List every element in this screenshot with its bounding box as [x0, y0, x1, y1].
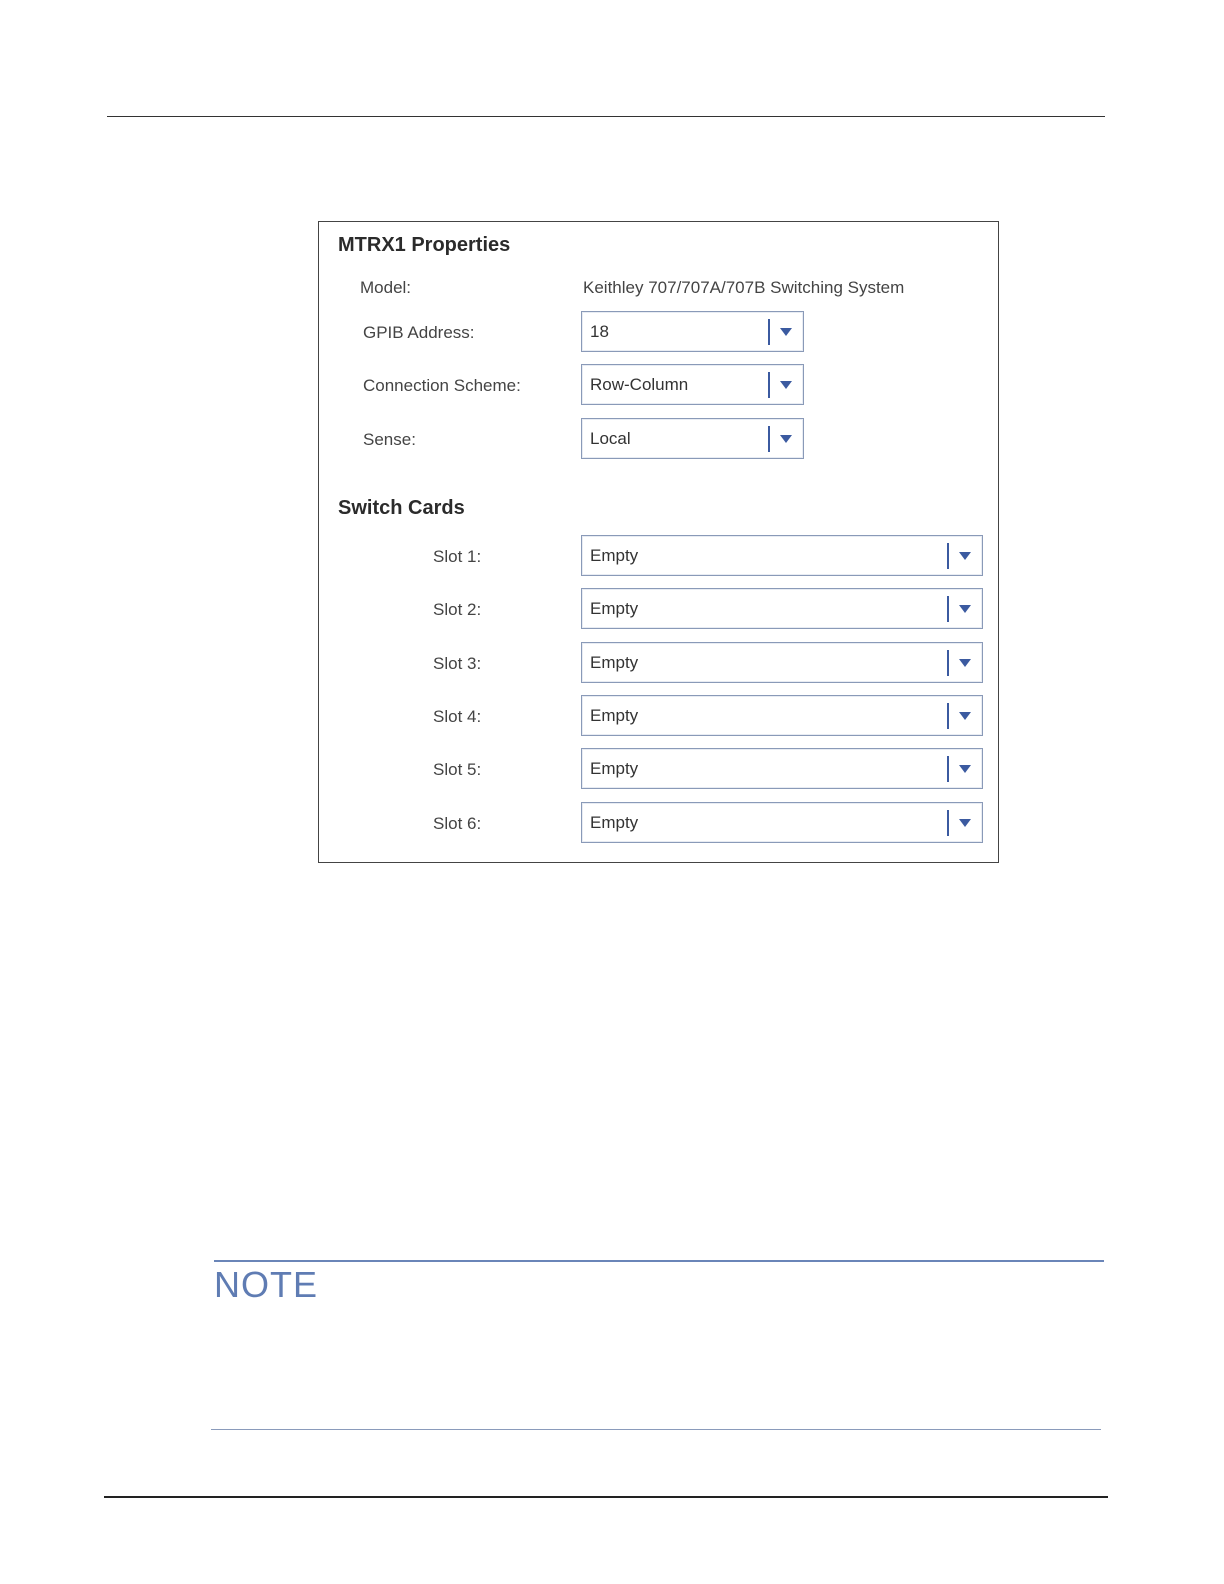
slot-1-label: Slot 1:: [433, 547, 482, 566]
slot-4-label: Slot 4:: [433, 707, 482, 726]
slot-5-dropdown[interactable]: [581, 748, 983, 789]
slot-2-dropdown[interactable]: [581, 588, 983, 629]
slot-1-value: Empty: [590, 546, 639, 565]
dropdown-separator: [947, 756, 949, 782]
note-top-rule: [214, 1260, 1104, 1262]
panel-title: MTRX1 Properties: [338, 234, 511, 256]
chevron-down-icon[interactable]: [780, 328, 792, 336]
dropdown-separator: [947, 703, 949, 729]
gpib-address-dropdown[interactable]: [581, 311, 804, 352]
note-title: NOTE: [214, 1264, 319, 1305]
slot-2-label: Slot 2:: [433, 600, 482, 619]
slot-4-value: Empty: [590, 706, 639, 725]
sense-value: Local: [590, 429, 631, 448]
switch-cards-title: Switch Cards: [338, 497, 465, 519]
slot-1-dropdown[interactable]: [581, 535, 983, 576]
chevron-down-icon[interactable]: [959, 712, 971, 720]
model-value: Keithley 707/707A/707B Switching System: [583, 278, 905, 297]
chevron-down-icon[interactable]: [959, 659, 971, 667]
slot-5-label: Slot 5:: [433, 760, 482, 779]
dropdown-separator: [947, 810, 949, 836]
page-footer-rule: [104, 1496, 1108, 1498]
chevron-down-icon[interactable]: [959, 819, 971, 827]
chevron-down-icon[interactable]: [959, 552, 971, 560]
chevron-down-icon[interactable]: [780, 435, 792, 443]
connection-scheme-dropdown[interactable]: [581, 364, 804, 405]
dropdown-separator: [768, 426, 770, 452]
slot-6-dropdown[interactable]: [581, 802, 983, 843]
sense-dropdown[interactable]: [581, 418, 804, 459]
dropdown-separator: [947, 543, 949, 569]
page-header-rule: [107, 116, 1105, 117]
gpib-address-label: GPIB Address:: [363, 323, 475, 342]
slot-3-label: Slot 3:: [433, 654, 482, 673]
chevron-down-icon[interactable]: [959, 605, 971, 613]
connection-scheme-value: Row-Column: [590, 375, 689, 394]
dropdown-separator: [947, 596, 949, 622]
slot-3-dropdown[interactable]: [581, 642, 983, 683]
dropdown-separator: [947, 650, 949, 676]
chevron-down-icon[interactable]: [780, 381, 792, 389]
model-label: Model:: [360, 278, 412, 297]
slot-5-value: Empty: [590, 759, 639, 778]
sense-label: Sense:: [363, 430, 416, 449]
gpib-address-value: 18: [590, 322, 609, 341]
dropdown-separator: [768, 319, 770, 345]
chevron-down-icon[interactable]: [959, 765, 971, 773]
slot-2-value: Empty: [590, 599, 639, 618]
properties-panel: [318, 221, 999, 863]
slot-4-dropdown[interactable]: [581, 695, 983, 736]
slot-6-value: Empty: [590, 813, 639, 832]
slot-6-label: Slot 6:: [433, 814, 482, 833]
connection-scheme-label: Connection Scheme:: [363, 376, 521, 395]
slot-3-value: Empty: [590, 653, 639, 672]
note-bottom-rule: [211, 1429, 1101, 1430]
dropdown-separator: [768, 372, 770, 398]
